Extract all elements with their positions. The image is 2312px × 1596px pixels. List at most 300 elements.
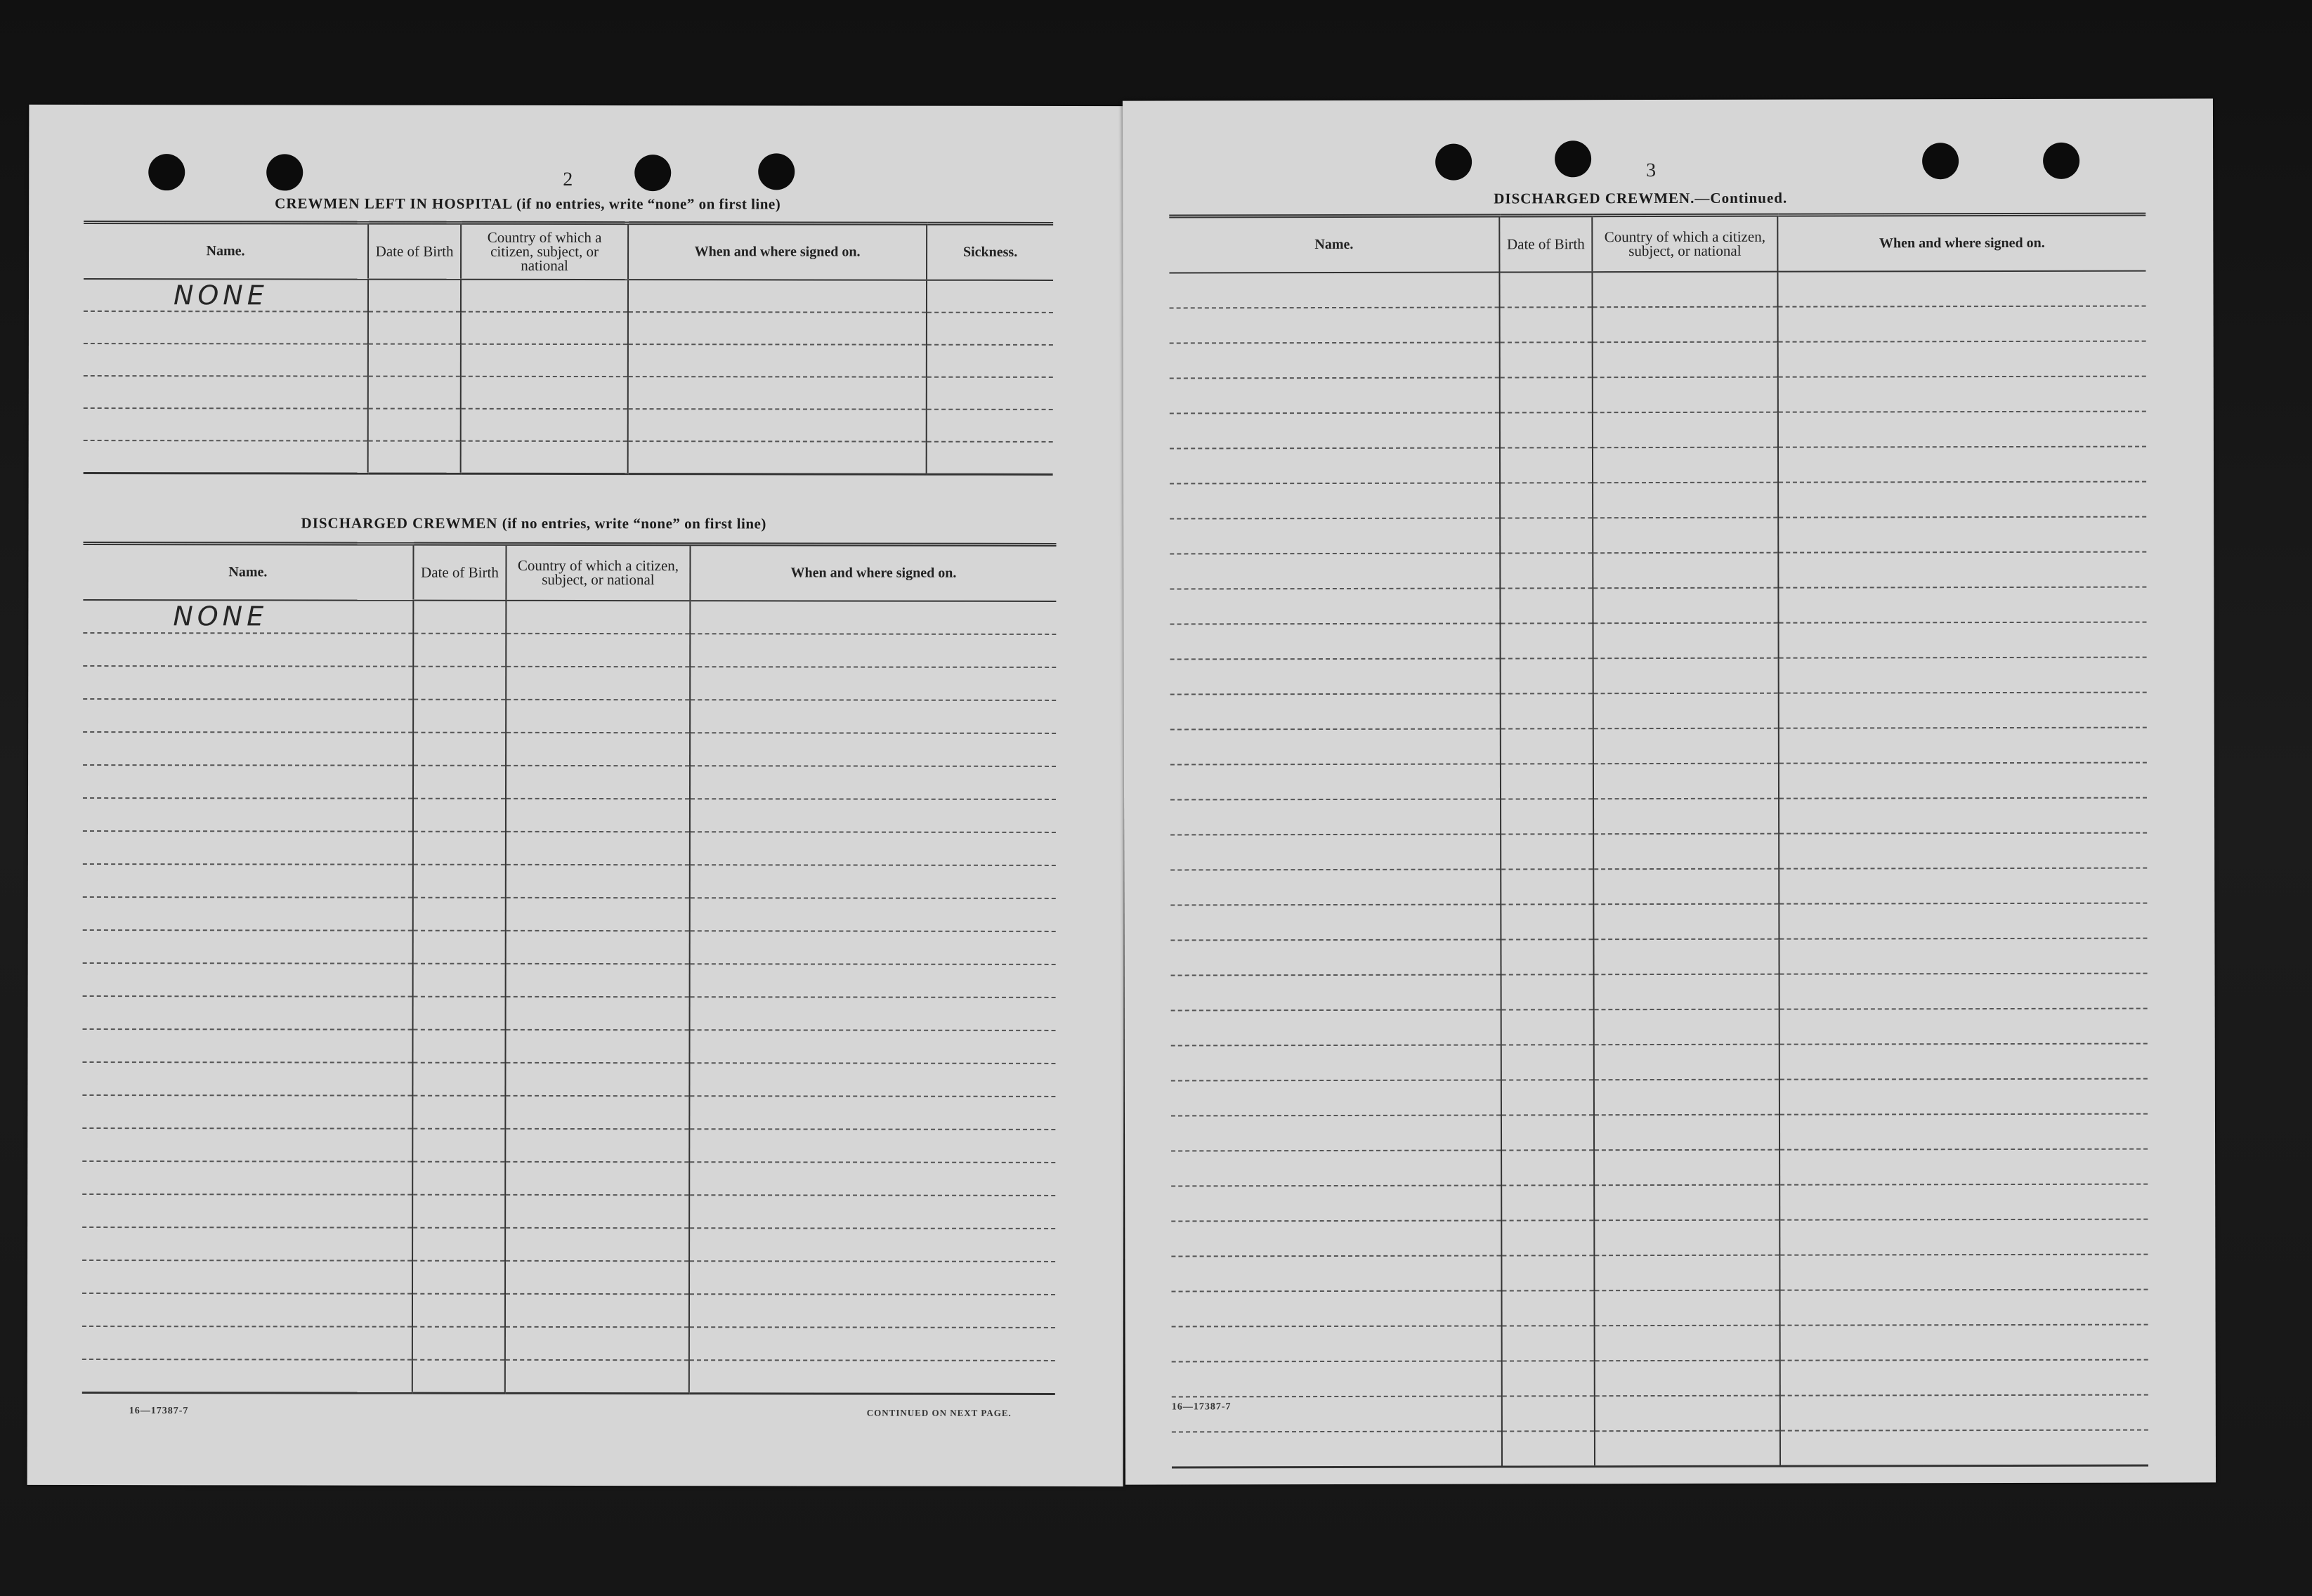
table-cell — [1170, 693, 1501, 729]
table-cell — [82, 1161, 412, 1195]
table-cell — [1501, 1009, 1594, 1045]
table-row — [82, 1095, 1055, 1130]
table-cell — [1171, 974, 1501, 1010]
table-cell — [1171, 1045, 1501, 1080]
table-cell — [82, 1095, 412, 1129]
table-cell — [84, 279, 368, 312]
table-cell — [1779, 1184, 2148, 1219]
table-cell — [927, 312, 1053, 344]
table-cell — [628, 280, 927, 313]
table-cell — [628, 409, 927, 442]
table-row — [1170, 622, 2146, 659]
table-cell — [1502, 1326, 1595, 1361]
table-cell — [1779, 1078, 2148, 1114]
table-cell — [1593, 377, 1778, 412]
table-cell — [412, 1161, 505, 1194]
table-cell — [506, 963, 690, 996]
table-cell — [1594, 1149, 1779, 1185]
table-row — [1170, 551, 2146, 589]
table-cell — [83, 600, 413, 634]
table-cell — [1501, 799, 1593, 834]
table-cell — [689, 1129, 1055, 1163]
table-cell — [1593, 833, 1779, 869]
table-cell — [1593, 306, 1778, 342]
table-cell — [413, 633, 506, 666]
table-row — [1170, 762, 2147, 799]
table-row — [84, 344, 1053, 377]
table-cell — [1593, 868, 1779, 904]
table-cell — [689, 1360, 1055, 1394]
col-date-of-birth: Date of Birth — [1499, 216, 1592, 272]
table-cell — [1170, 799, 1501, 835]
table-cell — [82, 1359, 412, 1393]
table-cell — [1170, 412, 1500, 448]
table-cell — [628, 441, 927, 474]
table-cell — [412, 1260, 505, 1293]
table-row — [1171, 1254, 2148, 1291]
table-cell — [690, 931, 1056, 964]
table-row — [84, 311, 1053, 345]
table-row — [83, 600, 1056, 634]
table-row — [1171, 1219, 2148, 1256]
table-cell — [1779, 1113, 2148, 1149]
table-cell — [689, 1294, 1055, 1328]
table-cell — [506, 600, 690, 633]
table-cell — [506, 732, 690, 765]
table-cell — [1778, 551, 2146, 587]
table-cell — [1500, 377, 1593, 412]
table-cell — [1500, 588, 1593, 623]
table-cell — [1594, 1255, 1779, 1290]
col-country: Country of which a citizen, subject, or national — [461, 223, 628, 279]
table-cell — [628, 312, 927, 345]
table-row — [82, 1194, 1055, 1229]
table-cell — [1169, 272, 1499, 308]
table-row — [1172, 1430, 2148, 1467]
table-cell — [413, 732, 506, 765]
table-cell — [84, 408, 368, 441]
table-cell — [1170, 658, 1501, 694]
table-row — [1170, 692, 2147, 729]
table-cell — [505, 1029, 689, 1062]
table-cell — [689, 1327, 1055, 1361]
table-row — [1170, 341, 2146, 378]
col-name: Name. — [84, 223, 368, 280]
table-row — [1170, 657, 2147, 694]
table-row — [1171, 1008, 2148, 1045]
table-cell — [1501, 1185, 1594, 1220]
table-cell — [1778, 376, 2146, 412]
table-cell — [1502, 1431, 1595, 1467]
table-cell — [1499, 272, 1592, 307]
table-cell — [83, 897, 413, 931]
table-cell — [84, 344, 368, 377]
col-signed-on: When and where signed on. — [1777, 214, 2146, 271]
table-cell — [1501, 869, 1593, 904]
table-row — [1170, 306, 2146, 343]
table-cell — [506, 798, 690, 831]
table-cell — [1595, 1325, 1780, 1361]
table-cell — [368, 376, 461, 408]
table-cell — [1500, 483, 1593, 518]
table-cell — [927, 344, 1053, 377]
table-cell — [1501, 1045, 1594, 1080]
table-cell — [1779, 1149, 2148, 1184]
table-cell — [412, 1095, 505, 1128]
table-row — [83, 798, 1056, 832]
table-cell — [82, 1326, 412, 1360]
table-cell — [1594, 974, 1779, 1009]
table-cell — [1170, 377, 1500, 413]
table-cell — [368, 408, 461, 440]
table-cell — [83, 633, 413, 667]
table-cell — [505, 1194, 689, 1227]
table-cell — [83, 798, 413, 832]
table-cell — [690, 997, 1056, 1031]
table-cell — [1779, 868, 2147, 903]
table-row — [84, 376, 1053, 410]
table-cell — [689, 1096, 1055, 1130]
table-cell — [1171, 1290, 1501, 1326]
table-cell — [505, 1359, 689, 1393]
page-number: 2 — [563, 168, 573, 190]
table-row — [82, 1029, 1055, 1064]
table-cell — [413, 831, 506, 864]
table-cell — [413, 666, 506, 699]
table-cell — [84, 311, 368, 344]
hospital-section-title: CREWMEN LEFT IN HOSPITAL (if no entries, write “none” on first line) — [275, 195, 781, 213]
table-cell — [1170, 447, 1500, 483]
table-cell — [1778, 587, 2146, 622]
table-cell — [1170, 834, 1501, 870]
table-cell — [1170, 728, 1501, 764]
table-cell — [690, 865, 1056, 898]
table-cell — [1779, 657, 2147, 693]
table-cell — [1170, 764, 1501, 799]
table-row — [1170, 868, 2147, 905]
table-cell — [83, 864, 413, 898]
discharged-continued-table — [1169, 213, 2148, 1468]
table-cell — [1170, 342, 1500, 378]
table-cell — [368, 440, 461, 473]
table-cell — [412, 1029, 505, 1062]
col-date-of-birth: Date of Birth — [413, 544, 506, 600]
table-cell — [1501, 904, 1593, 939]
table-cell — [689, 1162, 1055, 1196]
table-cell — [1500, 412, 1593, 447]
table-row — [84, 279, 1053, 313]
table-cell — [690, 601, 1056, 634]
table-cell — [689, 1195, 1055, 1229]
table-cell — [1171, 1220, 1501, 1256]
right-page — [1123, 98, 2216, 1484]
table-cell — [690, 700, 1056, 733]
table-cell — [1500, 342, 1593, 377]
table-cell — [1594, 1290, 1779, 1326]
table-cell — [83, 963, 413, 997]
table-row — [82, 1227, 1055, 1262]
table-row — [1169, 270, 2146, 308]
table-cell — [1170, 623, 1500, 659]
punch-hole — [1435, 144, 1472, 181]
table-row — [83, 633, 1056, 667]
table-cell — [689, 1030, 1055, 1064]
table-cell — [690, 667, 1056, 700]
table-row — [84, 440, 1053, 474]
table-cell — [506, 633, 690, 666]
table-row — [84, 408, 1053, 442]
table-cell — [82, 1227, 412, 1261]
hospital-table — [84, 221, 1054, 475]
table-cell — [927, 280, 1053, 312]
table-cell — [461, 440, 628, 473]
table-row — [83, 930, 1056, 964]
table-cell — [1170, 904, 1501, 940]
table-cell — [82, 1128, 412, 1162]
table-row — [82, 1293, 1055, 1328]
form-number: 16—17387-7 — [1171, 1401, 1232, 1413]
table-cell — [506, 666, 690, 699]
table-cell — [1595, 1395, 1780, 1431]
table-row — [83, 732, 1056, 766]
punch-hole — [758, 153, 795, 190]
table-row — [83, 831, 1056, 865]
table-cell — [690, 898, 1056, 931]
table-cell — [1778, 306, 2146, 341]
form-number: 16—17387-7 — [129, 1406, 189, 1417]
table-cell — [461, 279, 628, 311]
table-cell — [689, 1063, 1055, 1097]
table-cell — [1501, 728, 1593, 764]
table-cell — [1171, 1255, 1501, 1291]
table-cell — [505, 1326, 689, 1359]
table-row — [83, 666, 1056, 700]
punch-hole — [634, 155, 671, 191]
table-cell — [83, 831, 413, 865]
table-cell — [1170, 869, 1501, 905]
table-cell — [1779, 1289, 2148, 1325]
table-row — [1170, 587, 2146, 624]
table-cell — [690, 634, 1056, 667]
col-date-of-birth: Date of Birth — [368, 223, 461, 279]
table-cell — [1172, 1431, 1502, 1467]
table-cell — [1501, 658, 1593, 693]
table-cell — [1593, 587, 1778, 623]
table-cell — [1778, 341, 2146, 377]
table-row — [1172, 1359, 2148, 1396]
table-cell — [1593, 341, 1778, 377]
table-cell — [506, 930, 690, 963]
table-cell — [368, 344, 461, 376]
table-cell — [1172, 1326, 1502, 1361]
table-row — [83, 897, 1056, 931]
table-cell — [1594, 1219, 1779, 1255]
table-cell — [1501, 1255, 1594, 1290]
table-cell — [1780, 1430, 2148, 1466]
table-row — [1170, 832, 2147, 870]
table-row — [82, 1260, 1055, 1295]
table-cell — [1170, 483, 1500, 518]
table-cell — [413, 600, 506, 633]
table-row — [83, 963, 1056, 998]
table-cell — [505, 1095, 689, 1128]
right-section-title: DISCHARGED CREWMEN.—Continued. — [1494, 189, 1788, 207]
table-row — [1172, 1324, 2148, 1361]
table-cell — [1593, 938, 1779, 974]
table-cell — [927, 441, 1053, 474]
table-cell — [83, 699, 413, 733]
table-cell — [1500, 447, 1593, 483]
table-cell — [690, 799, 1056, 832]
table-row — [1171, 1289, 2148, 1326]
table-cell — [1778, 411, 2146, 447]
table-cell — [1593, 622, 1778, 658]
table-cell — [413, 897, 506, 930]
table-cell — [1780, 1394, 2148, 1430]
table-row — [82, 1161, 1055, 1196]
table-cell — [1501, 939, 1593, 974]
table-cell — [506, 699, 690, 732]
punch-hole — [266, 154, 303, 190]
table-cell — [1593, 903, 1779, 939]
table-row — [1171, 1184, 2148, 1221]
table-cell — [83, 732, 413, 766]
table-row — [83, 864, 1056, 898]
table-cell — [1593, 412, 1778, 447]
table-row — [1171, 1043, 2148, 1080]
table-row — [83, 699, 1056, 733]
table-cell — [1500, 553, 1593, 588]
table-row — [1171, 1078, 2148, 1116]
table-cell — [1778, 481, 2146, 517]
table-cell — [82, 1194, 412, 1228]
table-cell — [83, 930, 413, 964]
table-cell — [368, 311, 461, 344]
table-cell — [690, 733, 1056, 766]
table-cell — [1171, 1080, 1501, 1116]
table-cell — [1170, 518, 1500, 554]
table-cell — [506, 864, 690, 897]
table-cell — [1500, 518, 1593, 553]
table-cell — [1593, 447, 1778, 483]
table-cell — [505, 1293, 689, 1326]
table-cell — [82, 1260, 412, 1294]
punch-hole — [1555, 140, 1591, 177]
table-cell — [1779, 1008, 2148, 1044]
table-cell — [461, 376, 628, 408]
table-cell — [83, 666, 413, 700]
table-cell — [506, 897, 690, 930]
table-cell — [690, 766, 1056, 799]
table-cell — [1171, 1150, 1501, 1186]
table-cell — [1779, 762, 2147, 798]
table-cell — [412, 1128, 505, 1161]
table-cell — [461, 311, 628, 344]
table-cell — [413, 798, 506, 831]
table-cell — [1779, 797, 2147, 833]
table-cell — [1778, 516, 2146, 552]
table-cell — [1780, 1359, 2148, 1395]
table-cell — [1593, 552, 1778, 588]
table-cell — [505, 1227, 689, 1260]
table-cell — [505, 1260, 689, 1293]
table-cell — [83, 765, 413, 799]
table-cell — [927, 377, 1053, 409]
table-row — [1170, 903, 2147, 940]
punch-hole — [148, 154, 185, 190]
table-cell — [689, 1261, 1055, 1295]
table-cell — [1594, 1114, 1779, 1150]
table-cell — [1501, 1290, 1594, 1326]
table-cell — [1593, 728, 1779, 764]
table-cell — [84, 440, 368, 473]
col-name: Name. — [83, 544, 413, 601]
table-cell — [1170, 553, 1500, 589]
table-cell — [1780, 1324, 2148, 1360]
table-cell — [1501, 1115, 1594, 1150]
table-cell — [505, 1161, 689, 1194]
punch-hole — [2043, 143, 2079, 179]
table-cell — [1501, 1080, 1594, 1115]
table-cell — [1593, 658, 1779, 693]
table-cell — [412, 1194, 505, 1227]
table-cell — [1779, 938, 2147, 974]
punch-hole — [1922, 143, 1959, 179]
table-cell — [1593, 693, 1779, 728]
table-cell — [412, 1359, 505, 1393]
table-cell — [412, 1227, 505, 1260]
table-cell — [1779, 727, 2147, 763]
table-row — [1170, 411, 2146, 448]
table-cell — [1779, 692, 2147, 728]
table-cell — [628, 377, 927, 410]
table-row — [82, 1326, 1055, 1361]
table-cell — [1777, 270, 2146, 306]
table-row — [1170, 376, 2146, 413]
table-cell — [628, 344, 927, 377]
table-cell — [412, 1062, 505, 1095]
col-country: Country of which a citizen, subject, or national — [506, 544, 690, 600]
table-row — [1170, 727, 2147, 764]
table-row — [82, 1359, 1055, 1394]
table-cell — [413, 996, 506, 1029]
table-cell — [413, 699, 506, 732]
table-cell — [1501, 693, 1593, 728]
table-row — [82, 1062, 1055, 1097]
table-cell — [1593, 798, 1779, 834]
table-cell — [506, 765, 690, 798]
table-cell — [505, 1128, 689, 1161]
table-cell — [413, 765, 506, 798]
table-row — [1171, 1149, 2148, 1186]
discharged-table — [82, 542, 1057, 1394]
table-row — [1170, 938, 2147, 975]
table-cell — [1171, 1185, 1501, 1221]
table-cell — [1594, 1044, 1779, 1080]
continued-note: CONTINUED ON NEXT PAGE. — [866, 1407, 1012, 1418]
table-cell — [927, 409, 1053, 441]
table-cell — [506, 831, 690, 864]
table-cell — [1779, 973, 2148, 1009]
table-cell — [413, 963, 506, 996]
page-number: 3 — [1646, 159, 1657, 182]
table-cell — [1501, 974, 1594, 1009]
left-page — [27, 105, 1125, 1486]
table-cell — [1501, 1150, 1594, 1185]
table-row — [83, 765, 1056, 799]
discharged-section-title: DISCHARGED CREWMEN (if no entries, write “none” on first line) — [301, 514, 766, 532]
table-cell — [689, 1228, 1055, 1262]
